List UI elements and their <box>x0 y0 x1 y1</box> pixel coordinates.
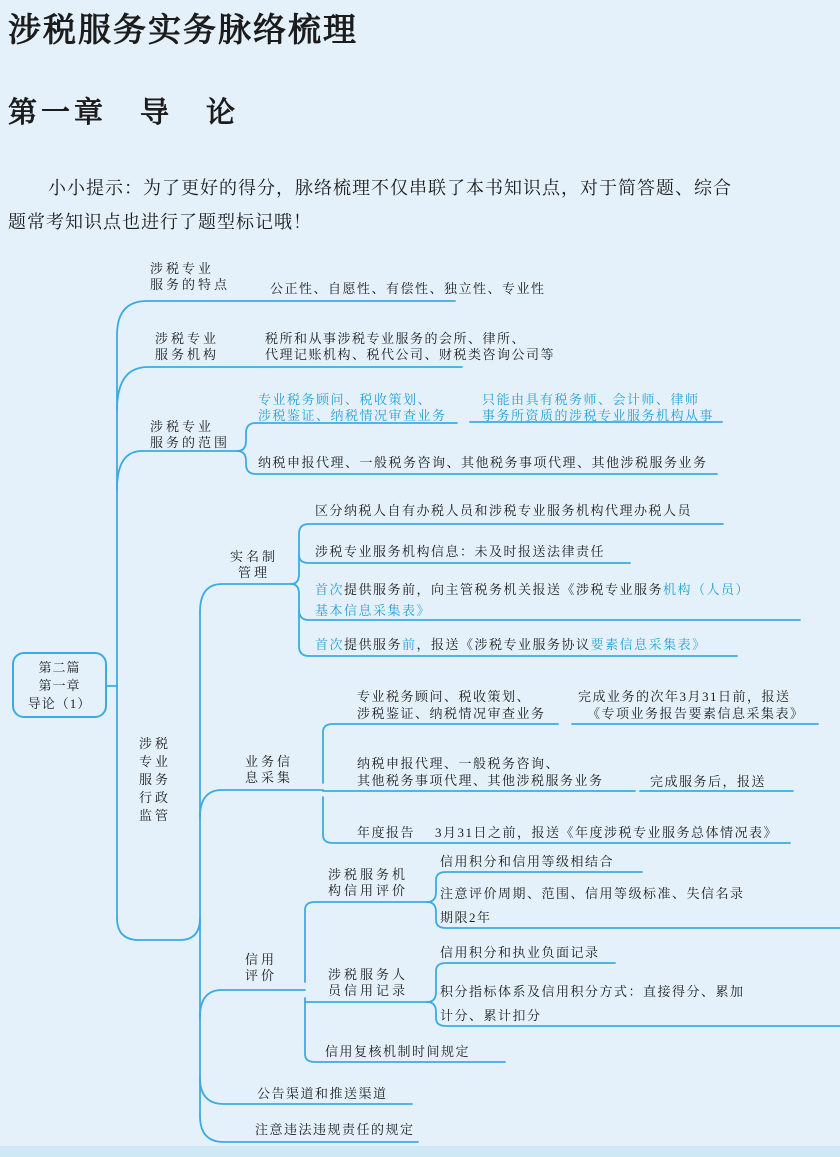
node-zhuyi: 注意违法违规责任的规定 <box>255 1122 415 1137</box>
node-fanwei-special-line2: 涉税鉴证、纳税情况审查业务 <box>258 408 447 423</box>
node-fanwei-general: 纳税申报代理、一般税务咨询、其他税务事项代理、其他涉税服务业务 <box>258 455 708 470</box>
node-jigou-child-line1: 税所和从事涉税专业服务的会所、律所、 <box>265 331 527 346</box>
root-line2: 第一章 <box>38 678 81 693</box>
node-xinyong-label-line2: 评价 <box>245 968 278 983</box>
node-fanwei-note-line2: 事务所资质的涉税专业服务机构从事 <box>482 408 715 423</box>
shiming-c4-seg3: 前 <box>402 637 417 652</box>
node-yewu-c2a-line1: 纳税申报代理、一般税务咨询、 <box>357 756 561 771</box>
node-fanwei-label-line1: 涉税专业 <box>150 419 215 434</box>
jianguan-label-line1: 涉税 <box>139 736 172 751</box>
node-xinyong-person-c2-line2: 计分、累计扣分 <box>440 1008 542 1023</box>
node-yewu-c3b: 3月31日之前，报送《年度涉税专业服务总体情况表》 <box>435 825 779 840</box>
node-xinyong-person-label-line2: 员信用记录 <box>328 983 409 998</box>
node-xinyong-org-c2-line1: 注意评价周期、范围、信用等级标准、失信名录 <box>440 886 745 901</box>
page-title: 涉税服务实务脉络梳理 <box>8 11 358 48</box>
node-xinyong-org-c1: 信用积分和信用等级相结合 <box>440 854 615 869</box>
jianguan-label-line4: 行政 <box>139 790 172 805</box>
shiming-c3-seg1: 首次 <box>315 582 345 597</box>
node-yewu-c1a-line1: 专业税务顾问、税收策划、 <box>357 689 532 704</box>
tip-line2: 题常考知识点也进行了题型标记哦！ <box>8 212 312 232</box>
node-yewu-label-line2: 息采集 <box>245 770 294 785</box>
root-line3: 导论（1） <box>27 696 92 711</box>
jianguan-label-line3: 服务 <box>139 772 172 787</box>
node-xinyong-org-c2-line2: 期限2年 <box>440 910 492 925</box>
node-xinyong-org-label-line1: 涉税服务机 <box>328 867 409 882</box>
node-jigou-child-line2: 代理记账机构、税代公司、财税类咨询公司等 <box>265 347 556 362</box>
node-yewu-c1b-line1: 完成业务的次年3月31日前，报送 <box>578 689 791 704</box>
shiming-c4-seg2: 提供服务 <box>344 637 403 652</box>
node-xinyong-person-label-line1: 涉税服务人 <box>328 967 409 982</box>
jianguan-label-line2: 专业 <box>139 754 172 769</box>
node-gonggao: 公告渠道和推送渠道 <box>257 1086 388 1101</box>
shiming-c3-seg3: 机构（人员） <box>663 582 751 597</box>
node-shiming-c2: 涉税专业服务机构信息：未及时报送法律责任 <box>315 544 606 559</box>
node-tedian-child: 公正性、自愿性、有偿性、独立性、专业性 <box>270 281 546 296</box>
node-shiming-c4 <box>315 637 707 653</box>
node-yewu-c2b: 完成服务后，报送 <box>650 774 767 789</box>
shiming-c4-seg5: 要素信息采集表》 <box>590 637 707 652</box>
node-xinyong-label-line1: 信用 <box>245 952 278 967</box>
node-yewu-c3a: 年度报告 <box>357 825 416 840</box>
node-yewu-c2a-line2: 其他税务事项代理、其他涉税服务业务 <box>357 773 604 788</box>
node-xinyong-org-label-line2: 构信用评价 <box>328 883 409 898</box>
node-yewu-c1b-line2: 《专项业务报告要素信息采集表》 <box>587 706 805 721</box>
node-xinyong-person-c1: 信用积分和执业负面记录 <box>440 945 600 960</box>
node-fanwei-note-line1: 只能由具有税务师、会计师、律师 <box>482 392 700 407</box>
tip-line1: 小小提示：为了更好的得分，脉络梳理不仅串联了本书知识点，对于简答题、综合 <box>48 178 732 198</box>
shiming-c4-seg4: ，报送《涉税专业服务协议 <box>416 637 591 652</box>
node-tedian-label-line2: 服务的特点 <box>150 277 231 292</box>
node-jianguan-label <box>139 735 171 825</box>
node-shiming-c3-line2: 基本信息采集表》 <box>315 603 432 618</box>
node-shiming-label-line1: 实名制 <box>230 549 279 564</box>
node-yewu-label-line1: 业务信 <box>245 754 294 769</box>
root-line1: 第二篇 <box>38 660 81 675</box>
node-xinyong-person-c2-line1: 积分指标体系及信用积分方式：直接得分、累加 <box>440 984 745 999</box>
node-shiming-label-line2: 管理 <box>238 565 271 580</box>
node-fanwei-label-line2: 服务的范围 <box>150 435 231 450</box>
node-jigou-label-line2: 服务机构 <box>155 347 220 362</box>
jianguan-label-line5: 监管 <box>139 808 172 823</box>
root-node <box>12 652 107 718</box>
node-tedian-label-line1: 涉税专业 <box>150 261 215 276</box>
shiming-c3-seg2: 提供服务前，向主管税务机关报送《涉税专业服务 <box>344 582 664 597</box>
node-yewu-c1a-line2: 涉税鉴证、纳税情况审查业务 <box>357 706 546 721</box>
node-jigou-label-line1: 涉税专业 <box>155 331 220 346</box>
node-xinyong-review: 信用复核机制时间规定 <box>325 1044 471 1059</box>
page-bottom-strip <box>0 1146 840 1157</box>
node-shiming-c1: 区分纳税人自有办税人员和涉税专业服务机构代理办税人员 <box>315 503 693 518</box>
shiming-c4-seg1: 首次 <box>315 637 345 652</box>
chapter-heading: 第一章 导 论 <box>8 97 240 129</box>
node-fanwei-special-line1: 专业税务顾问、税收策划、 <box>258 392 433 407</box>
node-shiming-c3-line1 <box>315 582 750 598</box>
